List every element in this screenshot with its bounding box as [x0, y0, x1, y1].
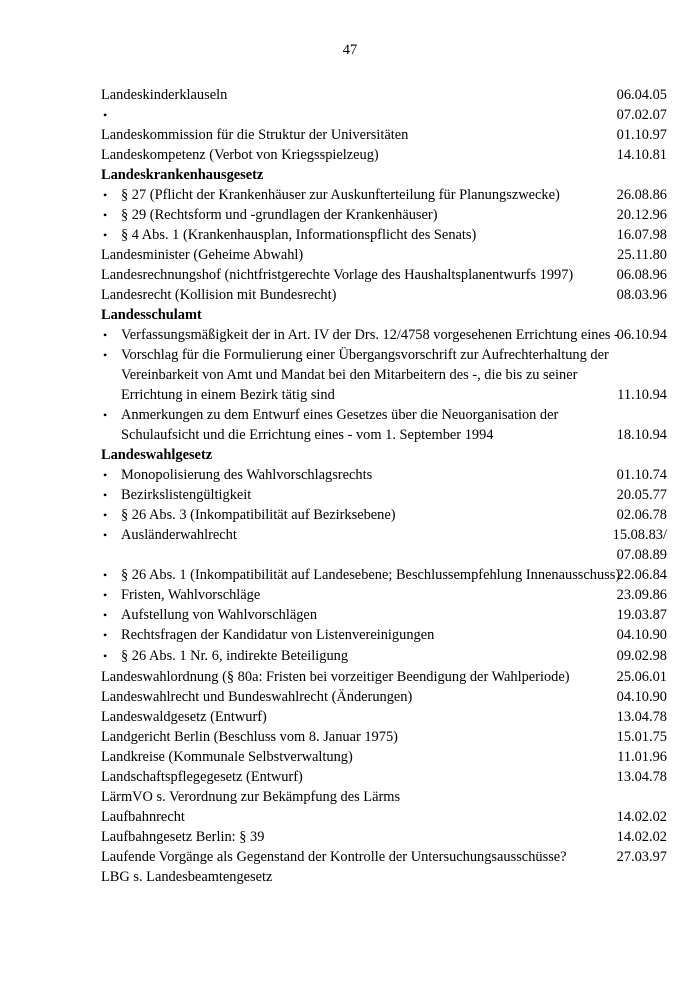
index-entry: [101, 225, 667, 245]
index-entry: [101, 767, 667, 787]
index-entry: [101, 545, 667, 565]
bullet-icon: •: [103, 588, 108, 602]
entry-date: 14.02.02: [616, 809, 667, 825]
index-entry: [101, 505, 667, 525]
entry-text: LBG s. Landesbeamtengesetz: [101, 869, 273, 885]
section-heading: [101, 445, 667, 465]
index-entry: [101, 205, 667, 225]
index-entry: [101, 265, 667, 285]
bullet-icon: •: [103, 228, 108, 242]
entry-text: Landgericht Berlin (Beschluss vom 8. Januar 1975): [101, 729, 398, 745]
index-entry: [101, 585, 667, 605]
heading-text: Landeswahlgesetz: [101, 447, 213, 463]
entry-text: LärmVO s. Verordnung zur Bekämpfung des Lärms: [101, 789, 401, 805]
bullet-icon: •: [103, 508, 108, 522]
entry-date: 25.11.80: [617, 247, 667, 263]
index-entry: [101, 605, 667, 625]
section-heading: [101, 305, 667, 325]
entry-text: Landkreise (Kommunale Selbstverwaltung): [101, 749, 353, 765]
bullet-icon: •: [103, 348, 108, 362]
entry-date: 14.10.81: [616, 147, 667, 163]
index-entry: [101, 345, 667, 365]
entry-date: 14.02.02: [616, 829, 667, 845]
entry-date: 15.01.75: [616, 729, 667, 745]
entry-text: Errichtung in einem Bezirk tätig sind: [121, 387, 335, 403]
entry-date: 26.08.86: [616, 187, 667, 203]
entry-date: 07.08.89: [616, 547, 667, 563]
entry-text: § 4 Abs. 1 (Krankenhausplan, Informationspflicht des Senats): [121, 227, 477, 243]
index-entry: [101, 85, 667, 105]
page-number: 47: [342, 42, 358, 58]
entry-text: Landeskommission für die Struktur der Universitäten: [101, 127, 409, 143]
entry-text: Landeskompetenz (Verbot von Kriegsspielzeug): [101, 147, 379, 163]
entry-date: 13.04.78: [616, 769, 667, 785]
entry-text: Fristen, Wahlvorschläge: [121, 587, 261, 603]
bullet-icon: •: [103, 408, 108, 422]
bullet-icon: •: [103, 488, 108, 502]
index-entry: [101, 787, 667, 807]
entry-date: 11.01.96: [617, 749, 667, 765]
index-entry: [101, 667, 667, 687]
index-entry: [101, 125, 667, 145]
index-entry: [101, 565, 667, 585]
entry-date: 09.02.98: [616, 648, 667, 664]
entry-text: Landeskinderklauseln: [101, 87, 228, 103]
entry-text: § 26 Abs. 1 (Inkompatibilität auf Landesebene; Beschlussempfehlung Innenausschuss): [121, 567, 621, 583]
index-entry: [101, 465, 667, 485]
index-entry: [101, 385, 667, 405]
index-entry: [101, 185, 667, 205]
index-entry: [101, 365, 667, 385]
entry-text: Vorschlag für die Formulierung einer Übergangsvorschrift zur Aufrechterhaltung der: [121, 347, 609, 363]
entry-text: Landeswahlrecht und Bundeswahlrecht (Änderungen): [101, 689, 413, 705]
index-entry: [101, 727, 667, 747]
entry-date: 20.12.96: [616, 207, 667, 223]
index-entry: [101, 485, 667, 505]
bullet-icon: •: [103, 108, 108, 122]
bullet-icon: •: [103, 208, 108, 222]
index-entry: [101, 707, 667, 727]
entry-date: 01.10.97: [616, 127, 667, 143]
entry-text: Laufbahngesetz Berlin: § 39: [101, 829, 265, 845]
entry-text: Landesminister (Geheime Abwahl): [101, 247, 304, 263]
entry-date: 07.02.07: [616, 107, 667, 123]
entry-date: 11.10.94: [617, 387, 667, 403]
entry-text: Rechtsfragen der Kandidatur von Listenvereinigungen: [121, 627, 435, 643]
entry-date: 08.03.96: [616, 287, 667, 303]
index-entry: [101, 145, 667, 165]
heading-text: Landeskrankenhausgesetz: [101, 167, 264, 183]
entry-date: 23.09.86: [616, 587, 667, 603]
entry-text: § 26 Abs. 3 (Inkompatibilität auf Bezirksebene): [121, 507, 396, 523]
entry-date: 18.10.94: [616, 427, 667, 443]
entry-text: Anmerkungen zu dem Entwurf eines Gesetzes über die Neuorganisation der: [121, 407, 559, 423]
entry-text: Monopolisierung des Wahlvorschlagsrechts: [121, 467, 373, 483]
entry-text: Landesrechnungshof (nichtfristgerechte Vorlage des Haushaltsplanentwurfs 1997): [101, 267, 574, 283]
entry-text: Laufbahnrecht: [101, 809, 185, 825]
entry-date: 16.07.98: [616, 227, 667, 243]
entry-date: 25.06.01: [616, 669, 667, 685]
index-entry: [101, 325, 667, 345]
entry-text: § 27 (Pflicht der Krankenhäuser zur Auskunfterteilung für Planungszwecke): [121, 187, 560, 203]
entry-text: Landeswahlordnung (§ 80a: Fristen bei vorzeitiger Beendigung der Wahlperiode): [101, 669, 570, 685]
entry-text: Schulaufsicht und die Errichtung eines - vom 1. September 1994: [121, 427, 494, 443]
index-entry: [101, 425, 667, 445]
index-entry: [101, 827, 667, 847]
entry-date: 13.04.78: [616, 709, 667, 725]
index-entry: [101, 687, 667, 707]
entry-date: 06.08.96: [616, 267, 667, 283]
index-entry: [101, 105, 667, 125]
bullet-icon: •: [103, 468, 108, 482]
bullet-icon: •: [103, 328, 108, 342]
index-entries: [101, 85, 667, 887]
index-entry: [101, 807, 667, 827]
bullet-icon: •: [103, 528, 108, 542]
entry-text: Landesrecht (Kollision mit Bundesrecht): [101, 287, 337, 303]
entry-text: Landschaftspflegegesetz (Entwurf): [101, 769, 303, 785]
bullet-icon: •: [103, 649, 108, 663]
index-entry: [101, 285, 667, 305]
bullet-icon: •: [103, 608, 108, 622]
bullet-icon: •: [103, 628, 108, 642]
index-entry: [101, 525, 667, 545]
index-entry: [101, 645, 667, 667]
entry-text: Vereinbarkeit von Amt und Mandat bei den Mitarbeitern des -, die bis zu seiner: [121, 367, 578, 383]
entry-date: 06.10.94: [616, 327, 667, 343]
entry-date: 02.06.78: [616, 507, 667, 523]
entry-date: 19.03.87: [616, 607, 667, 623]
entry-text: Aufstellung von Wahlvorschlägen: [121, 607, 318, 623]
entry-date: 15.08.83/: [612, 527, 667, 543]
heading-text: Landesschulamt: [101, 307, 202, 323]
entry-date: 27.03.97: [616, 849, 667, 865]
entry-text: Verfassungsmäßigkeit der in Art. IV der Drs. 12/4758 vorgesehenen Errichtung eines -: [121, 327, 619, 343]
bullet-icon: •: [103, 568, 108, 582]
entry-text: Laufende Vorgänge als Gegenstand der Kontrolle der Untersuchungsausschüsse?: [101, 849, 567, 865]
entry-date: 04.10.90: [616, 627, 667, 643]
entry-text: Landeswaldgesetz (Entwurf): [101, 709, 267, 725]
index-entry: [101, 405, 667, 425]
index-entry: [101, 625, 667, 645]
bullet-icon: •: [103, 188, 108, 202]
entry-text: Ausländerwahlrecht: [121, 527, 237, 543]
entry-date: 20.05.77: [616, 487, 667, 503]
entry-date: 06.04.05: [616, 87, 667, 103]
entry-date: 22.06.84: [616, 567, 667, 583]
index-entry: [101, 245, 667, 265]
index-entry: [101, 747, 667, 767]
index-entry: [101, 847, 667, 867]
entry-text: § 26 Abs. 1 Nr. 6, indirekte Beteiligung: [121, 648, 349, 664]
entry-date: 04.10.90: [616, 689, 667, 705]
entry-date: 01.10.74: [616, 467, 667, 483]
section-heading: [101, 165, 667, 185]
entry-text: Bezirkslistengültigkeit: [121, 487, 252, 503]
entry-text: § 29 (Rechtsform und -grundlagen der Krankenhäuser): [121, 207, 438, 223]
index-entry: [101, 867, 667, 887]
